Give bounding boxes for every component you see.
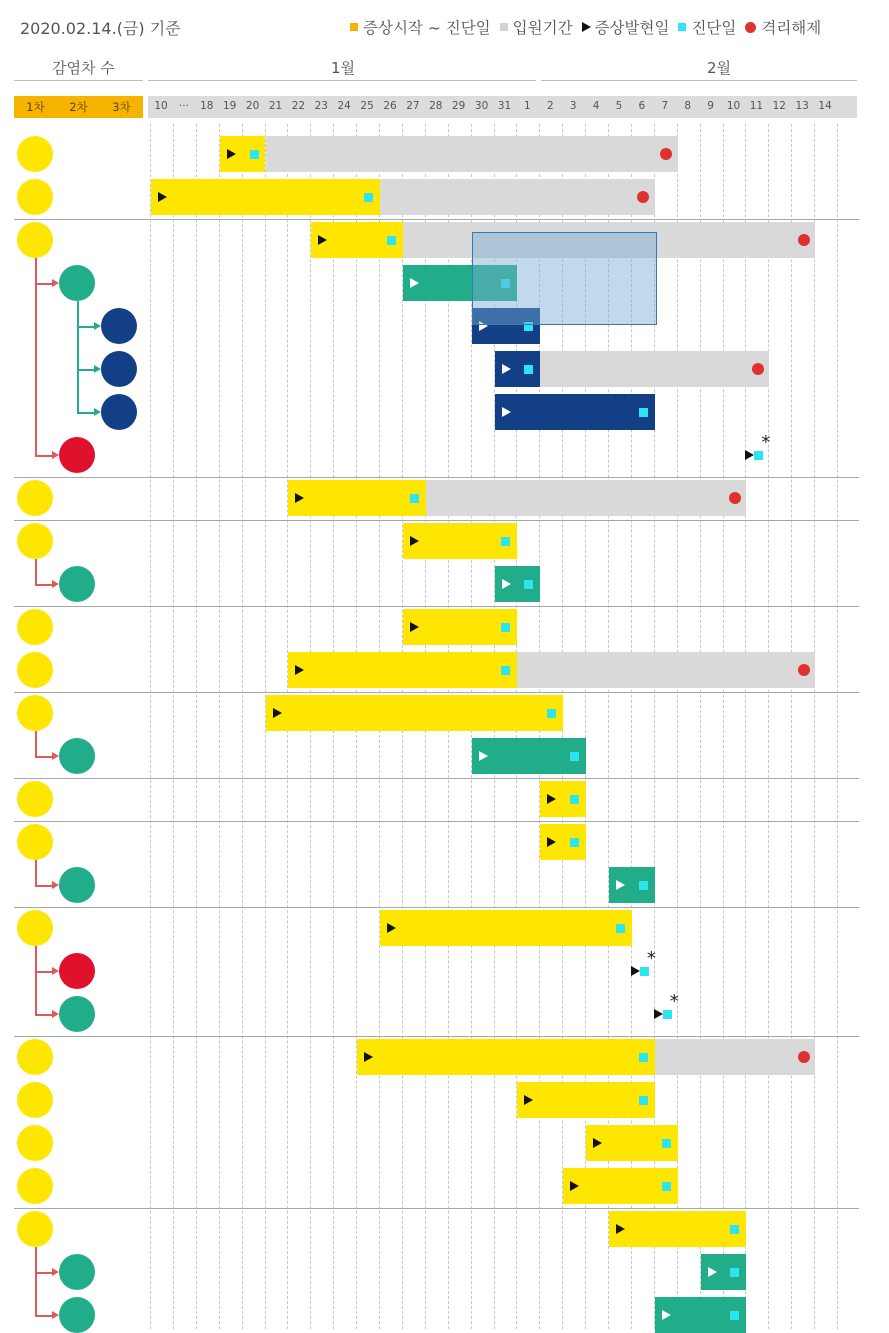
group-separator [14, 520, 859, 521]
symptom-onset-marker [662, 1310, 671, 1320]
symptom-bar [472, 738, 587, 774]
diagnosis-marker [616, 924, 625, 933]
patient-badge [17, 523, 53, 559]
patient-badge [17, 480, 53, 516]
gridline [196, 124, 197, 1329]
header-rule-jan [148, 80, 536, 81]
gridline [723, 124, 724, 1329]
symptom-onset-marker [410, 536, 419, 546]
symptom-onset-marker [295, 665, 304, 675]
connector-arrowhead [94, 322, 101, 330]
patient-badge [59, 996, 95, 1032]
degree-1-label: 1차 [26, 100, 45, 114]
legend-item-symptom-to-diagnosis [350, 16, 491, 38]
hospital-bar [655, 1039, 815, 1075]
degree-title: 감염차 수 [52, 59, 115, 77]
symptom-onset-marker [295, 493, 304, 503]
degree-3-label: 3차 [112, 100, 131, 114]
symptom-onset-marker [593, 1138, 602, 1148]
patient-badge [17, 1082, 53, 1118]
diagnosis-marker [501, 666, 510, 675]
day-tick-label: 8 [684, 100, 692, 112]
release-dot [798, 664, 810, 676]
legend-item-symptom-onset [582, 16, 670, 38]
month-label-jan: 1월 [331, 59, 356, 77]
day-tick-label: 18 [200, 100, 214, 112]
gridline [242, 124, 243, 1329]
day-tick-label: 10 [726, 100, 741, 112]
group-separator [14, 821, 859, 822]
symptom-onset-marker [227, 149, 236, 159]
connector-arrowhead [52, 1311, 59, 1319]
diagnosis-marker [639, 1053, 648, 1062]
connector-arrowhead [94, 408, 101, 416]
day-tick-label: 25 [360, 100, 374, 112]
day-tick-label: 22 [291, 100, 306, 112]
hospital-bar [517, 652, 815, 688]
triangle-icon [582, 22, 591, 32]
symptom-bar [403, 523, 518, 559]
release-dot [752, 363, 764, 375]
patient-badge [59, 1297, 95, 1333]
connector-horizontal [77, 412, 95, 414]
group-separator [14, 606, 859, 607]
hospital-bar [540, 351, 769, 387]
connector-horizontal [35, 1272, 53, 1274]
day-tick-label: 9 [707, 100, 714, 112]
connector-vertical [35, 860, 37, 885]
symptom-bar [380, 910, 632, 946]
diagnosis-marker [501, 537, 510, 546]
day-tick-label: 28 [429, 100, 443, 112]
gridline [837, 124, 838, 1329]
gray-square-icon [500, 23, 508, 31]
diagnosis-marker [387, 236, 396, 245]
day-tick-label: 21 [268, 100, 283, 112]
patient-badge [17, 910, 53, 946]
connector-arrowhead [52, 752, 59, 760]
symptom-onset-marker [502, 364, 511, 374]
patient-badge [17, 179, 53, 215]
patient-badge [17, 824, 53, 860]
group-separator [14, 1208, 859, 1209]
day-tick-label: 20 [245, 100, 260, 112]
patient-badge [17, 1168, 53, 1204]
hospital-bar [380, 179, 655, 215]
symptom-onset-marker [708, 1267, 717, 1277]
diagnosis-marker [662, 1182, 671, 1191]
gridline [768, 124, 769, 1329]
gridline [173, 124, 174, 1329]
day-tick-label: 1 [524, 100, 531, 112]
patient-badge [59, 437, 95, 473]
month-label-feb: 2월 [707, 59, 732, 77]
patient-badge [59, 566, 95, 602]
group-separator [14, 692, 859, 693]
symptom-onset-marker [745, 450, 754, 460]
gridline [700, 124, 701, 1329]
symptom-onset-marker [616, 1224, 625, 1234]
diagnosis-marker [410, 494, 419, 503]
day-tick-label: 2 [546, 100, 554, 112]
diagnosis-marker [639, 408, 648, 417]
day-tick-label: 6 [638, 100, 646, 112]
group-separator [14, 778, 859, 779]
symptom-onset-marker [273, 708, 282, 718]
cluster-highlight-box [472, 232, 657, 325]
day-tick-label: 26 [383, 100, 397, 112]
connector-horizontal [77, 369, 95, 371]
day-tick-label: 24 [337, 100, 351, 112]
legend-label: 증상시작 ~ 진단일 [363, 19, 491, 37]
degree-legend-bar [14, 96, 143, 118]
symptom-onset-marker [387, 923, 396, 933]
asterisk-marker: * [646, 948, 656, 969]
legend-label: 격리해제 [761, 19, 822, 37]
group-separator [14, 477, 859, 478]
asterisk-marker: * [669, 991, 679, 1012]
symptom-onset-marker [410, 278, 419, 288]
legend-item-release [745, 16, 821, 38]
symptom-onset-marker [502, 579, 511, 589]
diagnosis-marker [547, 709, 556, 718]
connector-horizontal [35, 283, 53, 285]
day-tick-label: 5 [615, 100, 623, 112]
symptom-onset-marker [318, 235, 327, 245]
patient-badge [17, 1211, 53, 1247]
patient-badge [59, 953, 95, 989]
symptom-bar [288, 652, 517, 688]
connector-horizontal [35, 1014, 53, 1016]
symptom-bar [495, 394, 655, 430]
connector-horizontal [35, 971, 53, 973]
connector-vertical [35, 258, 37, 455]
connector-arrowhead [52, 1268, 59, 1276]
diagnosis-marker [639, 881, 648, 890]
connector-horizontal [35, 1315, 53, 1317]
diagnosis-marker [501, 623, 510, 632]
legend-item-diagnosis [678, 16, 736, 38]
diagnosis-marker [730, 1311, 739, 1320]
patient-badge [59, 1254, 95, 1290]
patient-badge [101, 351, 137, 387]
gridline [745, 124, 746, 1329]
day-tick-label: 13 [795, 100, 809, 112]
release-dot [798, 234, 810, 246]
symptom-onset-marker [547, 837, 556, 847]
diagnosis-marker [639, 1096, 648, 1105]
hospital-bar [266, 136, 678, 172]
diagnosis-marker [524, 365, 533, 374]
symptom-bar [517, 1082, 654, 1118]
symptom-onset-marker [364, 1052, 373, 1062]
connector-arrowhead [52, 580, 59, 588]
symptom-onset-marker [524, 1095, 533, 1105]
group-separator [14, 907, 859, 908]
as-of-date: 2020.02.14.(금) 기준 [20, 19, 181, 38]
day-tick-label: 30 [474, 100, 489, 112]
diagnosis-marker [730, 1268, 739, 1277]
connector-arrowhead [52, 451, 59, 459]
connector-horizontal [35, 885, 53, 887]
symptom-bar [266, 695, 564, 731]
diagnosis-marker [364, 193, 373, 202]
legend-label: 증상발현일 [594, 19, 670, 37]
day-tick-label: 14 [818, 100, 832, 112]
cyan-square-icon [678, 23, 686, 31]
diagnosis-marker [570, 838, 579, 847]
day-tick-label: ··· [178, 100, 189, 112]
symptom-onset-marker [616, 880, 625, 890]
diagnosis-marker [730, 1225, 739, 1234]
group-separator [14, 219, 859, 220]
connector-arrowhead [94, 365, 101, 373]
release-dot [798, 1051, 810, 1063]
header-rule-feb [541, 80, 857, 81]
symptom-onset-marker [547, 794, 556, 804]
diagnosis-marker [524, 580, 533, 589]
red-dot-icon [745, 22, 756, 33]
patient-badge [17, 781, 53, 817]
connector-vertical [35, 731, 37, 756]
gridline [814, 124, 815, 1329]
symptom-bar [609, 1211, 746, 1247]
connector-vertical [35, 1247, 37, 1315]
diagnosis-marker [570, 795, 579, 804]
yellow-square-icon [350, 23, 358, 31]
symptom-onset-marker [654, 1009, 663, 1019]
connector-horizontal [35, 584, 53, 586]
connector-arrowhead [52, 1010, 59, 1018]
connector-arrowhead [52, 279, 59, 287]
symptom-bar [563, 1168, 678, 1204]
patient-badge [17, 1125, 53, 1161]
symptom-onset-marker [502, 407, 511, 417]
degree-2-label: 2차 [69, 100, 88, 114]
day-tick-label: 4 [592, 100, 600, 112]
patient-badge [101, 308, 137, 344]
symptom-bar [151, 179, 380, 215]
diagnosis-marker [662, 1139, 671, 1148]
symptom-onset-marker [631, 966, 640, 976]
connector-vertical [77, 301, 79, 412]
day-tick-label: 3 [569, 100, 577, 112]
symptom-bar [403, 609, 518, 645]
day-tick-label: 23 [314, 100, 328, 112]
legend [350, 16, 830, 38]
day-tick-label: 11 [749, 100, 764, 112]
connector-vertical [35, 559, 37, 584]
connector-horizontal [35, 756, 53, 758]
symptom-bar [357, 1039, 655, 1075]
patient-badge [59, 867, 95, 903]
patient-badge [17, 136, 53, 172]
gridline [219, 124, 220, 1329]
day-tick-label: 27 [406, 100, 420, 112]
legend-label: 진단일 [691, 19, 737, 37]
header-rule-degree [14, 80, 143, 81]
diagnosis-marker [570, 752, 579, 761]
connector-vertical [35, 946, 37, 1014]
legend-label: 입원기간 [512, 19, 573, 37]
patient-badge [17, 222, 53, 258]
symptom-onset-marker [410, 622, 419, 632]
patient-badge [17, 695, 53, 731]
symptom-bar [288, 480, 425, 516]
patient-badge [17, 652, 53, 688]
legend-item-hospitalization [500, 16, 573, 38]
release-dot [729, 492, 741, 504]
hospital-bar [426, 480, 747, 516]
patient-badge [59, 738, 95, 774]
symptom-onset-marker [479, 751, 488, 761]
diagnosis-marker [250, 150, 259, 159]
patient-badge [17, 1039, 53, 1075]
asterisk-marker: * [761, 432, 771, 453]
day-tick-label: 7 [661, 100, 669, 112]
day-tick-label: 19 [223, 100, 237, 112]
connector-arrowhead [52, 881, 59, 889]
gridline [791, 124, 792, 1329]
patient-badge [101, 394, 137, 430]
day-tick-label: 31 [497, 100, 512, 112]
connector-horizontal [35, 455, 53, 457]
connector-arrowhead [52, 967, 59, 975]
group-separator [14, 1036, 859, 1037]
day-tick-label: 12 [772, 100, 786, 112]
symptom-onset-marker [570, 1181, 579, 1191]
patient-badge [17, 609, 53, 645]
connector-horizontal [77, 326, 95, 328]
day-tick-label: 10 [154, 100, 168, 112]
symptom-onset-marker [158, 192, 167, 202]
day-tick-label: 29 [452, 100, 466, 112]
patient-badge [59, 265, 95, 301]
gridline [150, 124, 151, 1329]
